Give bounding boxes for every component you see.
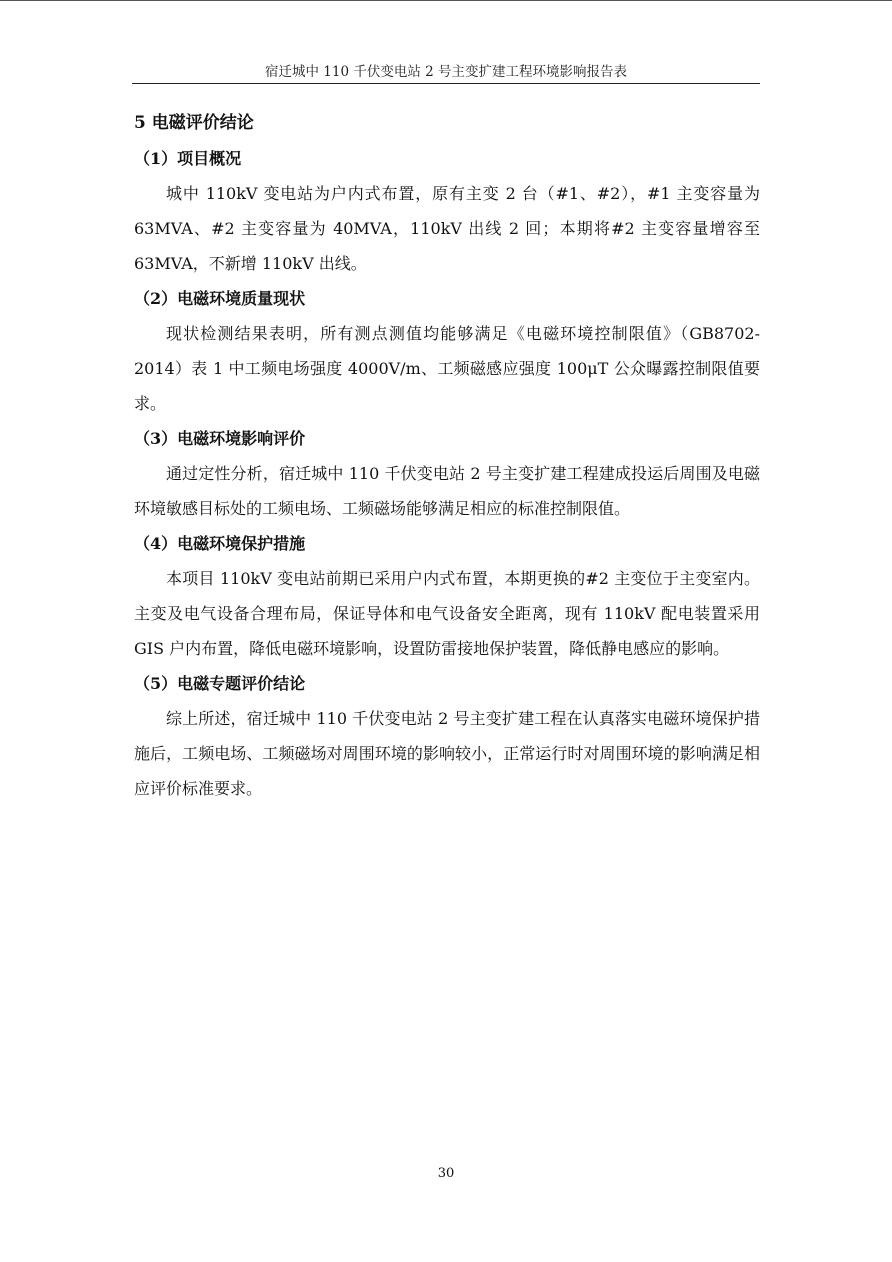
- subsection-title-overview: （1）项目概况: [134, 149, 242, 168]
- paragraph-current-status: 现状检测结果表明，所有测点测值均能够满足《电磁环境控制限值》（GB8702-2014）表 1 中工频电场强度 4000V/m、工频磁感应强度 100μT 公众曝露控制限值要求。: [134, 324, 760, 413]
- document-body: [134, 106, 760, 806]
- section-title: 5 电磁评价结论: [134, 113, 254, 133]
- page-top-border: [0, 0, 892, 1]
- paragraph-conclusion: 综上所述，宿迁城中 110 千伏变电站 2 号主变扩建工程在认真落实电磁环境保护措施后，工频电场、工频磁场对周围环境的影响较小，正常运行时对周围环境的影响满足相应评价标准要求。: [134, 709, 760, 798]
- page-header: 宿迁城中 110 千伏变电站 2 号主变扩建工程环境影响报告表: [132, 62, 760, 84]
- paragraph-impact-assessment: 通过定性分析，宿迁城中 110 千伏变电站 2 号主变扩建工程建成投运后周围及电磁环境敏感目标处的工频电场、工频磁场能够满足相应的标准控制限值。: [134, 464, 760, 518]
- subsection-title-current-status: （2）电磁环境质量现状: [134, 289, 306, 308]
- subsection-title-conclusion: （5）电磁专题评价结论: [134, 674, 306, 693]
- subsection-title-protection-measures: （4）电磁环境保护措施: [134, 534, 306, 553]
- subsection-title-impact-assessment: （3）电磁环境影响评价: [134, 429, 306, 448]
- paragraph-overview: 城中 110kV 变电站为户内式布置，原有主变 2 台（#1、#2），#1 主变容量为 63MVA、#2 主变容量为 40MVA，110kV 出线 2 回；本期将#2 主变容量增容至 63MVA，不新增 110kV 出线。: [134, 184, 760, 273]
- paragraph-protection-measures: 本项目 110kV 变电站前期已采用户内式布置，本期更换的#2 主变位于主变室内。主变及电气设备合理布局，保证导体和电气设备安全距离，现有 110kV 配电装置采用 GIS 户内布置，降低电磁环境影响，设置防雷接地保护装置，降低静电感应的影响。: [134, 569, 760, 658]
- page-number: 30: [437, 1166, 455, 1181]
